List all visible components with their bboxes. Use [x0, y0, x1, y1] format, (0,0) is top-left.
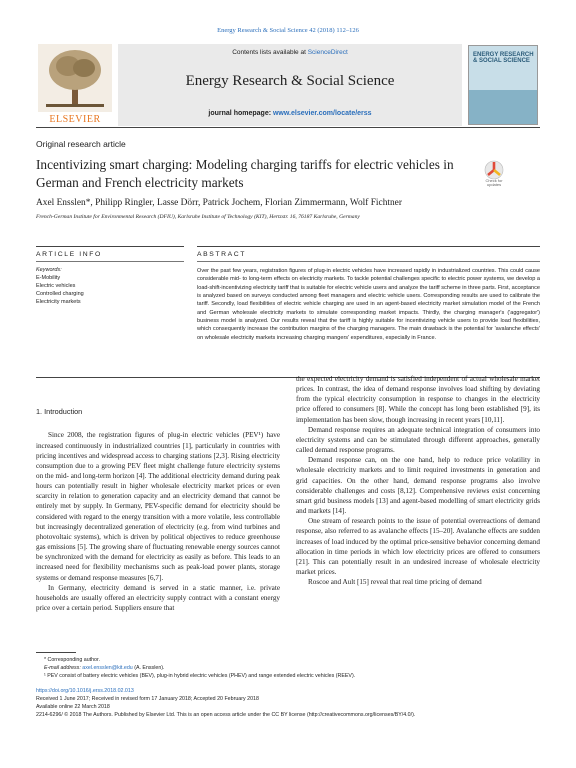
copyright-notice: 2214-6296/ © 2018 The Authors. Published by Elsevier Ltd. This is an open access article under the CC BY license (http://creativecommons.org/licenses/BY/4.0/). [36, 711, 416, 718]
body-paragraph: Since 2008, the registration figures of plug-in electric vehicles (PEV¹) have increased continuously in industrialized countries [1], particularly in countries with pricing incentives and widespread access to charging stations [2,3]. Rising electricity consumption due to a growing PEV fleet might challenge future electricity systems on the mid- and long-term horizon [4]. The additional electricity demand during peak hours can potentially result in higher wholesale electricity market prices or even scarcity in relation to generation capacity and an electricity demand that cannot be entirely met by supply. In Germany, PEV-specific demand for electricity should be considered with regard to the energy transition with a more volatile, less controllable but increasingly decentralized generation of electricity (e.g. from wind turbines and photovoltaic systems), which is driven by political objectives to reduce greenhouse gas emissions [5]. The growing share of fluctuating renewable energy sources cannot be synchronized with the demand for electricity as easily as before. This leads to an increased need for flexibility mechanisms such as peak-load power plants, storage systems or demand response measures [6,7]. [36, 431, 280, 582]
body-paragraph: In Germany, electricity demand is served in a static manner, i.e. private households are usually offered an electricity supply contract with a constant energy price over a certain period. Suppliers ensure that [36, 583, 280, 613]
email-note [36, 664, 540, 672]
footnote-divider [36, 652, 76, 653]
publisher-name: ELSEVIER [49, 114, 101, 125]
footnote-1: ¹ PEV consist of battery electric vehicles (BEV), plug-in hybrid electric vehicles (PHEV) and range extended electric vehicles (REEV). [44, 673, 356, 680]
body-column-left [36, 397, 280, 613]
keyword: E-Mobility [36, 274, 61, 281]
available-online: Available online 22 March 2018 [36, 703, 110, 710]
affiliation: French-German Institute for Environmental Research (DFIU), Karlsruhe Institute of Technology (KIT), Hertzstr. 16, 76187 Karlsruhe, Germany [36, 214, 360, 220]
keyword: Controlled charging [36, 290, 84, 297]
body-paragraph: Demand response can, on the one hand, help to reduce price volatility in wholesale electricity markets and to limit required investments in generation and grid capacities. On the other hand, demand response programs also involve considerable challenges and costs [8,12]. Comprehensive reviews exist concerning smart grid business models [13] and agent-based modelling of smart electricity grids and markets [14]. [296, 456, 540, 516]
email-suffix: (A. Ensslen). [132, 665, 165, 672]
body-paragraph: One stream of research points to the issue of potential overreactions of demand response, also referred to as avalanche effects [15–20]. Avalanche effects are sudden increases of load induced by the optimal price-sensitive behavior concerning demand allocation in time periods in which low electricity prices are offered to consumers [21]. This can potentially result in an undesired increase of wholesale electricity market prices. [296, 517, 540, 576]
doi-link[interactable]: https://doi.org/10.1016/j.erss.2018.02.013 [36, 688, 134, 694]
received-dates: Received 1 June 2017; Received in revised form 17 January 2018; Accepted 20 February 2018 [36, 695, 259, 702]
article-info-heading: ARTICLE INFO [36, 246, 184, 262]
body-paragraph: Demand response requires an adequate technical integration of consumers into electricity systems and can be stimulated through different approaches, generally called demand response programs. [296, 425, 540, 455]
masthead-banner [118, 44, 462, 126]
publication-info [36, 688, 540, 720]
elsevier-logo [38, 44, 112, 126]
contents-line [118, 49, 462, 56]
body-paragraph: Roscoe and Ault [15] reveal that real time pricing of demand [308, 578, 482, 587]
keywords-block [36, 267, 184, 307]
footnotes [36, 656, 540, 681]
homepage-prefix: journal homepage: [208, 110, 273, 117]
corresponding-author-note: * Corresponding author. [44, 657, 100, 663]
article-title: Incentivizing smart charging: Modeling charging tariffs for electric vehicles in German and French electricity markets [36, 157, 454, 190]
email-label: E-mail address: [44, 665, 83, 672]
homepage-line [118, 110, 462, 117]
abstract-heading: ABSTRACT [197, 246, 540, 262]
cover-band [469, 90, 537, 124]
body-paragraph: the expected electricity demand is satisfied independent of actual wholesale market prices. In contrast, the idea of demand response involves load shifting by deviating from the typical electricity consumption in response to changes in the electricity price offered to consumers [8]. While the concept has long been established [9], its implementation has been slow, though increasing in recent years [10,11]. [296, 375, 540, 424]
body-column-right [296, 374, 540, 587]
journal-cover [468, 45, 538, 125]
crossmark-icon[interactable] [478, 160, 510, 194]
section-heading: 1. Introduction [36, 407, 83, 416]
article-type: Original research article [36, 139, 126, 149]
keyword: Electricity markets [36, 298, 81, 305]
journal-title: Energy Research & Social Science [185, 73, 395, 89]
crossmark-label: Check for updates [485, 178, 503, 188]
author-list: Axel Ensslen*, Philipp Ringler, Lasse Dörr, Patrick Jochem, Florian Zimmermann, Wolf Fichtner [36, 198, 402, 208]
email-link[interactable]: axel.ensslen@kit.edu [82, 665, 133, 672]
abstract-text: Over the past few years, registration figures of plug-in electric vehicles have increased rapidly in industrialized countries. This could cause considerable mid- to long-term effects on electricity markets. To tackle potential challenges specific to electric power systems, we develop a load-shift-incentivizing electricity tariff that is suitable for electric vehicle users and analyze the tariff scheme in three parts. First, acceptance is analyzed based on surveys conducted among fleet managers and electric vehicle users. Corresponding results are used to calibrate the tariff. Secondly, load flexibilities of electric vehicle charging are used in an agent-based electricity market simulation model of the French and German wholesale electricity markets to simulate corresponding market impacts. Thirdly, the charging manager's ('aggregator') business model is analyzed. Our results reveal that the tariff is highly suitable for incentivizing vehicle users to provide load flexibilities, which consequently increase the contribution margins of the charging managers. The main drawback is the potential for 'avalanche effects' on wholesale electricity markets increasing charging mangers' expenditures, especially in France. [197, 268, 540, 341]
elsevier-tree-icon [38, 44, 112, 112]
cover-title: ENERGY RESEARCH & SOCIAL SCIENCE [473, 52, 534, 65]
keywords-label: Keywords: [36, 267, 62, 273]
keyword: Electric vehicles [36, 282, 76, 289]
homepage-link[interactable]: www.elsevier.com/locate/erss [272, 110, 372, 117]
journal-reference[interactable]: Energy Research & Social Science 42 (2018) 112–126 [217, 27, 359, 34]
sciencedirect-link[interactable]: ScienceDirect [307, 49, 348, 56]
masthead [36, 44, 540, 128]
contents-prefix: Contents lists available at [232, 49, 308, 56]
